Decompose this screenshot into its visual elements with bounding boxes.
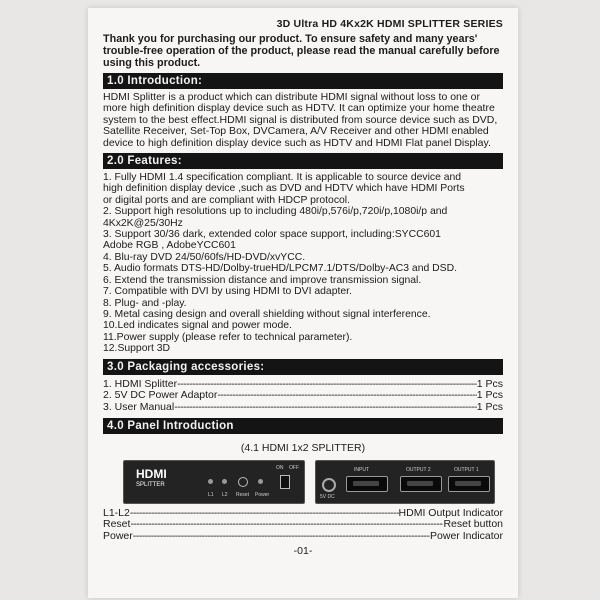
feature-line: 11.Power supply (please refer to technical parameter). <box>103 331 353 343</box>
legend-value: Reset button <box>443 518 503 531</box>
hdmi-output2-port-icon <box>400 476 442 492</box>
legend-value: HDMI Output Indicator <box>398 506 503 519</box>
l1-label: L1 <box>208 491 214 498</box>
power-led-icon <box>258 479 263 484</box>
feature-line: 9. Metal casing design and overall shielding without signal interference. <box>103 308 431 320</box>
series-title: 3D Ultra HD 4Kx2K HDMI SPLITTER SERIES <box>276 18 503 30</box>
feature-line: 4Kx2K@25/30Hz <box>103 217 183 229</box>
packaging-item-qty: 1 Pcs <box>476 377 503 390</box>
packaging-item-label: 2. 5V DC Power Adaptor <box>103 389 218 402</box>
panel-legend <box>103 508 503 543</box>
front-panel <box>123 460 305 504</box>
leader-dots <box>177 379 477 391</box>
l2-label: L2 <box>222 491 228 498</box>
feature-line: or digital ports and are compliant with HDCP protocol. <box>103 194 350 206</box>
dc-label: 5V DC <box>320 493 335 500</box>
packaging-item-qty: 1 Pcs <box>476 401 503 414</box>
page-content <box>103 18 503 557</box>
hdmi-logo <box>136 466 167 491</box>
feature-line: high definition display device ,such as DVD and HDTV which have HDMI Ports <box>103 183 465 195</box>
packaging-list <box>103 379 503 414</box>
section-heading-features: 2.0 Features: <box>103 153 503 169</box>
legend-label: L1-L2 <box>103 506 130 519</box>
panel-subtitle: (4.1 HDMI 1x2 SPLITTER) <box>240 441 366 454</box>
switch-on-label: ON <box>276 464 284 471</box>
page-number: -01- <box>293 545 313 558</box>
feature-line: 4. Blu-ray DVD 24/50/60fs/HD-DVD/xvYCC. <box>103 251 306 263</box>
leader-dots <box>130 519 443 531</box>
feature-line: 1. Fully HDMI 1.4 specification compliant. It is applicable to source device and <box>103 172 462 184</box>
power-switch-icon <box>280 475 290 489</box>
leader-dots <box>133 531 430 543</box>
power-label: Power <box>255 491 270 498</box>
packaging-item-label: 3. User Manual <box>103 401 175 414</box>
section-heading-introduction: 1.0 Introduction: <box>103 73 503 89</box>
leader-dots <box>130 508 399 520</box>
section-heading-panel: 4.0 Panel Introduction <box>103 418 503 434</box>
leader-dots <box>174 402 477 414</box>
output2-label: OUTPUT 2 <box>406 466 431 473</box>
legend-value: Power Indicator <box>430 529 503 542</box>
section-heading-packaging: 3.0 Packaging accessories: <box>103 359 503 375</box>
features-list <box>103 172 503 355</box>
feature-line: 2. Support high resolutions up to including 480i/p,576i/p,720i/p,1080i/p and <box>103 206 448 218</box>
packaging-item-qty: 1 Pcs <box>476 389 503 402</box>
feature-line: 5. Audio formats DTS-HD/Dolby-trueHD/LPCM7.1/DTS/Dolby-AC3 and DSD. <box>103 263 457 275</box>
introduction-text: HDMI Splitter is a product which can distribute HDMI signal without loss to one or more high definition display device such as HDTV. It can optimize your home theatre system to the best effect.HDMI signal is distributed from source device such as DVD, Satellite Receiver, Set-Top Box, DVCamera, A/V Receiver and other HDMI enabled device to high definition display device such as HDTV and HDMI Flat panel Display. <box>103 91 498 149</box>
switch-off-label: OFF <box>289 464 299 471</box>
feature-line: 10.Led indicates signal and power mode. <box>103 320 292 332</box>
legend-row <box>103 531 503 543</box>
input-label: INPUT <box>354 466 369 473</box>
feature-line: 3. Support 30/36 dark, extended color space support, including:SYCC601 <box>103 229 441 241</box>
hdmi-input-port-icon <box>346 476 388 492</box>
packaging-item-label: 1. HDMI Splitter <box>103 377 178 390</box>
hdmi-output1-port-icon <box>448 476 490 492</box>
intro-notice: Thank you for purchasing our product. To ensure safety and many years' trouble-free operation of the product, please read the manual carefully before using this product. <box>103 33 500 69</box>
feature-line: 12.Support 3D <box>103 343 171 355</box>
manual-page <box>88 8 518 598</box>
l2-led-icon <box>222 479 227 484</box>
feature-line: Adobe RGB , AdobeYCC601 <box>103 240 236 252</box>
l1-led-icon <box>208 479 213 484</box>
back-panel <box>315 460 495 504</box>
device-illustration <box>103 460 503 506</box>
packaging-item <box>103 402 503 414</box>
reset-button-icon <box>238 477 248 487</box>
feature-line: 6. Extend the transmission distance and improve transmission signal. <box>103 274 422 286</box>
reset-label: Reset <box>236 491 250 498</box>
legend-label: Power <box>103 529 133 542</box>
output1-label: OUTPUT 1 <box>454 466 479 473</box>
leader-dots <box>217 390 476 402</box>
feature-line: 8. Plug- and -play. <box>103 297 187 309</box>
dc-jack-icon <box>322 478 336 492</box>
brand-text: HDMI <box>136 466 167 481</box>
legend-label: Reset <box>103 518 131 531</box>
brand-subtext: SPLITTER <box>136 481 165 488</box>
feature-line: 7. Compatible with DVI by using HDMI to DVI adapter. <box>103 286 352 298</box>
